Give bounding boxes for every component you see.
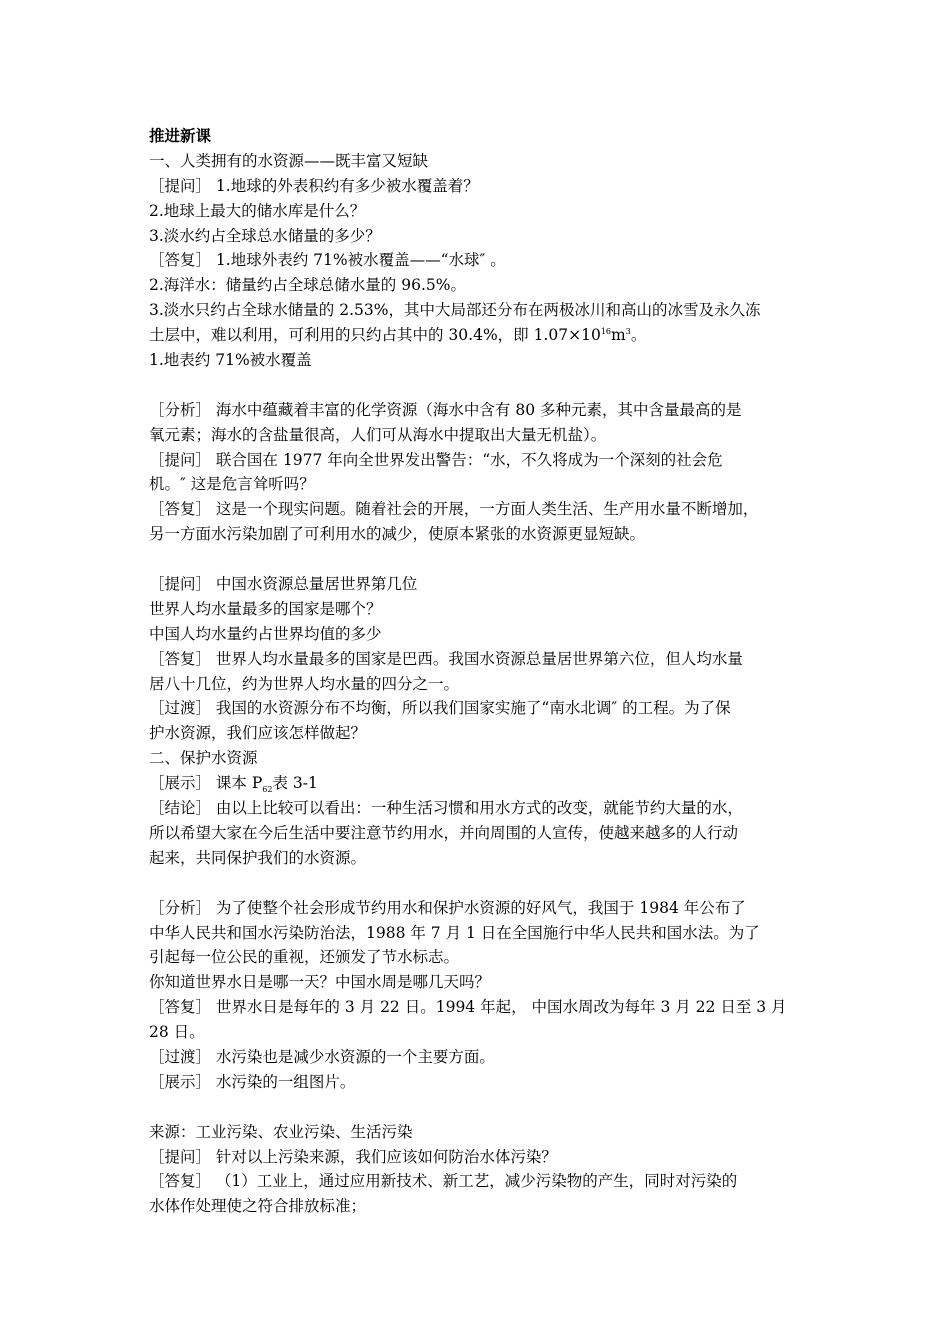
display-1-pre: ［展示］ 课本 P [149, 774, 263, 793]
answer-4-line-2: 28 日。 [149, 1023, 205, 1042]
pollution-sources: 来源：工业污染、农业污染、生活污染 [149, 1122, 413, 1141]
heading: 推进新课 [149, 126, 212, 145]
question-3-line-3: 中国人均水量约占世界均值的多少 [149, 624, 382, 643]
analysis-1-line-1: ［分析］ 海水中蕴藏着丰富的化学资源（海水中含有 80 多种元素，其中含量最高的是 [149, 400, 742, 419]
answer-1-line-4-post: 。 [630, 326, 647, 345]
answer-3-line-1: ［答复］ 世界人均水量最多的国家是巴西。我国水资源总量居世界第六位，但人均水量 [149, 649, 743, 668]
answer-5-line-1: ［答复］ （1）工业上，通过应用新技术、新工艺，减少污染物的产生，同时对污染的 [149, 1172, 738, 1191]
spacer [149, 547, 813, 572]
exponent-16: 16 [600, 326, 612, 336]
analysis-2-line-3: 引起每一位公民的重视，还颁发了节水标志。 [149, 948, 460, 967]
question-1-line-3: 3.淡水约占全球总水储量的多少？ [149, 226, 381, 245]
question-2-line-1: ［提问］ 联合国在 1977 年向全世界发出警告：“水，不久将成为一个深刻的社会危 [149, 450, 723, 469]
question-4: ［提问］ 针对以上污染来源，我们应该如何防治水体污染？ [149, 1147, 557, 1166]
question-3-line-2: 世界人均水量最多的国家是哪个？ [149, 599, 382, 618]
page-subscript: 62 [262, 785, 273, 795]
analysis-1-line-2: 氧元素；海水的含盐量很高，人们可从海水中提取出大量无机盐）。 [149, 425, 607, 444]
transition-2: ［过渡］ 水污染也是减少水资源的一个主要方面。 [149, 1047, 495, 1066]
answer-1-line-2: 2.海洋水：储量约占全球总储水量的 96.5%。 [149, 276, 466, 295]
document-page [149, 124, 813, 1219]
transition-1-line-2: 护水资源，我们应该怎样做起？ [149, 724, 367, 743]
answer-5-line-2: 水体作处理使之符合排放标准； [149, 1197, 367, 1216]
section1-title: 一、人类拥有的水资源——既丰富又短缺 [149, 151, 429, 170]
answer-1-line-4 [149, 323, 813, 348]
conclusion-line-2: 所以希望大家在今后生活中要注意节约用水，并向周围的人宣传，使越来越多的人行动 [149, 823, 739, 842]
spacer [149, 871, 813, 896]
display-2: ［展示］ 水污染的一组图片。 [149, 1072, 356, 1091]
answer-2-line-1: ［答复］ 这是一个现实问题。随着社会的开展，一方面人类生活、生产用水量不断增加， [149, 500, 759, 519]
exponent-3: 3 [625, 326, 631, 336]
analysis-2-line-2: 中华人民共和国水污染防治法，1988 年 7 月 1 日在全国施行中华人民共和国水法。为了 [149, 923, 760, 942]
display-1 [149, 771, 813, 796]
answer-1-line-4-pre: 土层中，难以利用，可利用的只约占其中的 30.4%，即 1.07×10 [149, 326, 601, 345]
answer-4-line-1: ［答复］ 世界水日是每年的 3 月 22 日。1994 年起， 中国水周改为每年 3 月 22 日至 3 月 [149, 998, 787, 1017]
conclusion-line-1: ［结论］ 由以上比较可以看出：一种生活习惯和用水方式的改变，就能节约大量的水， [149, 799, 743, 818]
question-3-line-1: ［提问］ 中国水资源总量居世界第几位 [149, 575, 418, 594]
unit-m: m [611, 326, 626, 345]
answer-1-line-5: 1.地表约 71%被水覆盖 [149, 351, 312, 370]
display-1-post: 表 3-1 [272, 774, 318, 793]
section2-title: 二、保护水资源 [149, 749, 258, 768]
answer-3-line-2: 居八十几位，约为世界人均水量的四分之一。 [149, 674, 460, 693]
spacer [149, 1095, 813, 1120]
transition-1-line-1: ［过渡］ 我国的水资源分布不均衡，所以我们国家实施了“南水北调″ 的工程。为了保 [149, 699, 731, 718]
answer-1-line-1: ［答复］ 1.地球外表约 71%被水覆盖——“水球″ 。 [149, 251, 506, 270]
question-1-line-1: ［提问］ 1.地球的外表积约有多少被水覆盖着？ [149, 176, 479, 195]
analysis-2-line-4: 你知道世界水日是哪一天？中国水周是哪几天吗？ [149, 973, 491, 992]
question-1-line-2: 2.地球上最大的储水库是什么？ [149, 201, 366, 220]
answer-1-line-3: 3.淡水只约占全球水储量的 2.53%，其中大局部还分布在两极冰川和高山的冰雪及永久冻 [149, 301, 761, 320]
spacer [149, 373, 813, 398]
answer-2-line-2: 另一方面水污染加剧了可利用水的减少，使原本紧张的水资源更显短缺。 [149, 525, 646, 544]
conclusion-line-3: 起来，共同保护我们的水资源。 [149, 848, 367, 867]
analysis-2-line-1: ［分析］ 为了使整个社会形成节约用水和保护水资源的好风气，我国于 1984 年公布了 [149, 898, 746, 917]
question-2-line-2: 机。″ 这是危言耸听吗？ [149, 475, 315, 494]
